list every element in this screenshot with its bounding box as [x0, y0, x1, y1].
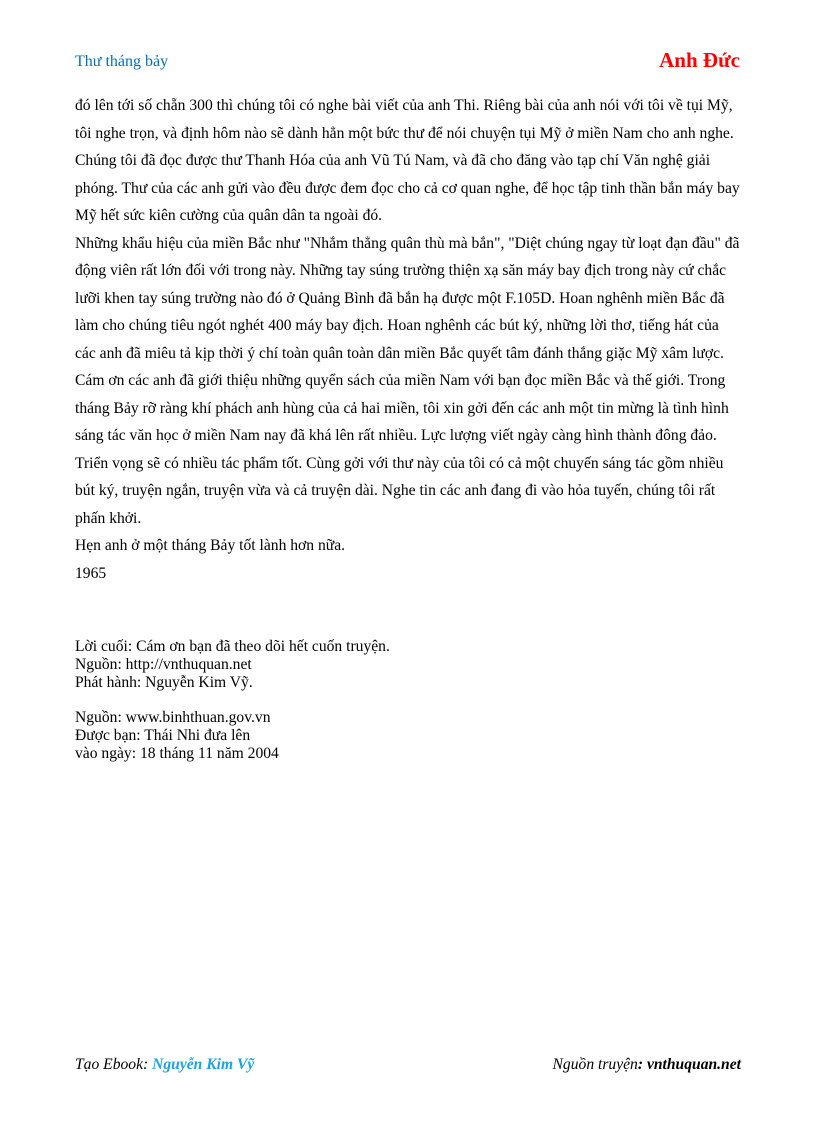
- footer-ebook-credit: [75, 1056, 254, 1074]
- footer-separator: :: [637, 1056, 647, 1073]
- afterword-line: Được bạn: Thái Nhi đưa lên: [75, 727, 251, 744]
- paragraph: Cám ơn các anh đã giới thiệu những quyển sách của miền Nam với bạn đọc miền Bắc và thế giới. Trong tháng Bảy rỡ ràng khí phách anh hùng của cả hai miền, tôi xin gởi đến các anh một tin mừng là tình hình sáng tác văn học ở miền Nam nay đã khá lên rất nhiều. Lực lượng viết ngày càng hình thành đông đảo. Triển vọng sẽ có nhiều tác phẩm tốt. Cùng gởi với thư này của tôi có cả một chuyến sáng tác gồm nhiều bút ký, truyện ngắn, truyện vừa và cả truyện dài. Nghe tin các anh đang đi vào hỏa tuyến, chúng tôi rất phấn khởi.: [75, 372, 729, 527]
- afterword: [75, 638, 390, 763]
- footer-source-credit: [553, 1056, 741, 1074]
- footer-label: Nguồn truyện: [552, 1056, 638, 1073]
- paragraph: đó lên tới số chẵn 300 thì chúng tôi có nghe bài viết của anh Thi. Riêng bài của anh nói với tôi về tụi Mỹ, tôi nghe trọn, và định hôm nào sẽ dành hẳn một bức thư để nói chuyện tụi Mỹ ở miền Nam cho anh nghe. Chúng tôi đã đọc được thư Thanh Hóa của anh Vũ Tú Nam, và đã cho đăng vào tạp chí Văn nghệ giải phóng. Thư của các anh gửi vào đều được đem đọc cho cả cơ quan nghe, để học tập tinh thần bắn máy bay Mỹ hết sức kiên cường của quân dân ta ngoài đó.: [75, 97, 740, 224]
- afterword-line: Lời cuối: Cám ơn bạn đã theo dõi hết cuốn truyện.: [75, 638, 390, 655]
- paragraph: Hẹn anh ở một tháng Bảy tốt lành hơn nữa.: [75, 537, 346, 554]
- afterword-line: Phát hành: Nguyễn Kim Vỹ.: [75, 674, 253, 691]
- year-line: 1965: [75, 564, 107, 582]
- afterword-line: Nguồn: http://vnthuquan.net: [75, 656, 252, 673]
- footer-creator-name: Nguyễn Kim Vỹ: [152, 1056, 255, 1073]
- afterword-line: vào ngày: 18 tháng 11 năm 2004: [75, 745, 279, 762]
- footer-source-site: vnthuquan.net: [646, 1056, 741, 1073]
- footer-separator: :: [143, 1056, 153, 1073]
- author-name: Anh Đức: [659, 48, 740, 72]
- afterword-line: Nguồn: www.binhthuan.gov.vn: [75, 709, 271, 726]
- footer-label: Tạo Ebook: [75, 1056, 144, 1073]
- body-text: [75, 92, 743, 587]
- paragraph: Những khẩu hiệu của miền Bắc như "Nhắm thẳng quân thù mà bắn", "Diệt chúng ngay từ loạt đạn đầu" đã động viên rất lớn đối với trong này. Những tay súng trường thiện xạ săn máy bay địch trong này cứ chắc lưỡi khen tay súng trường nào đó ở Quảng Bình đã bắn hạ được một F.105D. Hoan nghênh miền Bắc đã làm cho chúng tiêu ngót nghét 400 máy bay địch. Hoan nghênh các bút ký, những lời thơ, tiếng hát của các anh đã miêu tả kịp thời ý chí toàn quân toàn dân miền Bắc quyết tâm đánh thắng giặc Mỹ xâm lược.: [75, 234, 740, 362]
- running-title: Thư tháng bảy: [75, 53, 169, 70]
